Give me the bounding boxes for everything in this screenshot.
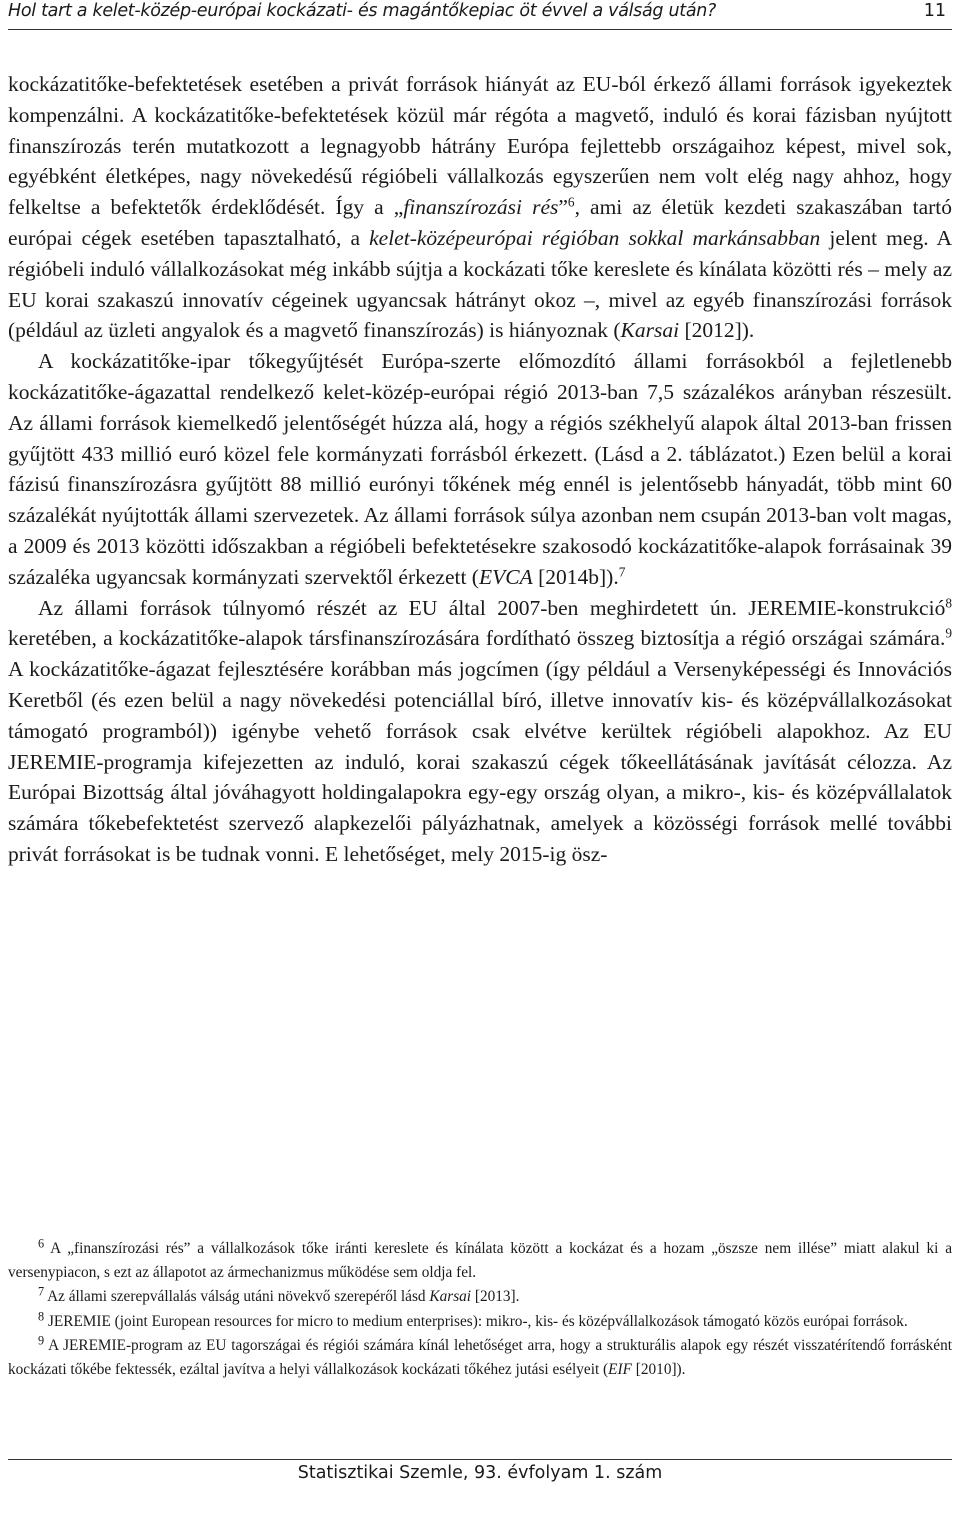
text-run: [2014b]). (532, 564, 619, 589)
footnote-7 (8, 1285, 952, 1309)
footnotes (8, 1237, 952, 1382)
running-header-title: Hol tart a kelet-közép-európai kockázati- és magántőkepiac öt évvel a válság után? (8, 1, 717, 21)
footnote-number: 8 (38, 1309, 45, 1324)
text-run: A kockázatitőke-ipar tőkegyűjtését Európa-szerte előmozdító állami forrásokból a fejletlenebb kockázatitőke-ágazattal rendelkező kelet-közép-európai régió 2013-ban 7,5 százalékos arányban részesült. Az állami források kiemelkedő jelentőségét húzza alá, hogy a régiós székhelyű alapok által 2013-ban frissen gyűjtött 433 millió euró közel fele kormányzati forrásból érkezett. (Lásd a 2. táblázatot.) Ezen belül a korai fázisú finanszírozásra gyűjtött 88 millió eurónyi tőkének még ennél is jelentősebb hányadát, több mint 60 százalékát nyújtották állami szervezetek. Az állami források súlya azonban nem csupán 2013-ban volt magas, a 2009 és 2013 közötti időszakban a régióbeli befektetésekre szakosodó kockázatitőke-alapok forrásainak 39 százaléka ugyancsak kormányzati szervektől érkezett ( (8, 349, 952, 589)
emphasis-text: kelet-középeurópai régióban sokkal markánsabban (369, 225, 821, 250)
emphasis-text: EVCA (478, 564, 533, 589)
emphasis-text: finanszírozási rés (403, 195, 559, 220)
emphasis-text: Karsai (429, 1288, 472, 1306)
text-run: JEREMIE (joint European resources for micro to medium enterprises): mikro-, kis- és középvállalkozások támogató közös európai források. (44, 1312, 908, 1330)
footnote-ref: 6 (567, 194, 575, 210)
footer-divider (8, 1459, 952, 1460)
footnote-8 (8, 1310, 952, 1334)
footnote-number: 7 (38, 1284, 45, 1299)
text-run: keretében, a kockázatitőke-alapok társfinanszírozására fordítható összeg biztosítja a régió országai számára. (8, 626, 946, 651)
text-run: jelent meg. A régióbeli induló vállalkozásokat még inkább sújtja a kockázati tőke kereslete és kínálata közötti rés – mely az EU korai szakaszú innovatív cégeinek ugyancsak hátrányt okoz –, mivel az egyéb finanszírozási források (például az üzleti angyalok és a magvető finanszírozás) is hiányoznak ( (8, 225, 952, 343)
text-run: [2013]. (471, 1288, 520, 1306)
emphasis-text: Karsai (620, 318, 680, 343)
footnote-number: 9 (38, 1333, 45, 1348)
text-run: [2010]). (631, 1361, 686, 1379)
text-run: ” (558, 195, 568, 220)
paragraph-3 (8, 593, 952, 870)
main-text (8, 69, 952, 870)
footnote-ref: 8 (945, 595, 952, 611)
text-run: Az állami források túlnyomó részét az EU által 2007-ben meghirdetett ún. JEREMIE-konstrukció (38, 595, 946, 620)
text-run: A „finanszírozási rés” a vállalkozások tőke iránti kereslete és kínálata között a kockázat és a hozam „öszsze nem illése” miatt alakul ki a versenypiacon, s ezt az állapotot az ármechanizmus működése sem oldja fel. (8, 1240, 952, 1282)
footnote-ref: 9 (945, 626, 952, 642)
paragraph-2 (8, 346, 952, 592)
paragraph-1 (8, 69, 952, 346)
page-number: 11 (923, 1, 946, 21)
journal-footer: Statisztikai Szemle, 93. évfolyam 1. szám (297, 1463, 663, 1483)
emphasis-text: EIF (608, 1361, 632, 1379)
footnote-9 (8, 1334, 952, 1382)
header-divider (8, 29, 952, 30)
text-run: kockázatitőke-befektetések esetében a privát források hiányát az EU-ból érkező állami források igyekeztek kompenzálni. A kockázatitőke-befektetések közül már régóta a magvető, induló és korai fázisban nyújtott finanszírozás terén mutatkozott a legnagyobb hátrány Európa fejlettebb országaihoz képest, mivel sok, egyébként életképes, nagy növekedésű régióbeli vállalkozás egyszerűen nem volt elég nagy ahhoz, hogy felkeltse a befektetők érdeklődését. Így a „ (8, 72, 952, 220)
footnote-6 (8, 1237, 952, 1285)
text-run: Az állami szerepvállalás válság utáni növekvő szerepéről lásd (44, 1288, 430, 1306)
footnote-number: 6 (38, 1236, 45, 1251)
text-run: [2012]). (679, 318, 755, 343)
running-header (0, 0, 960, 32)
text-run: A kockázatitőke-ágazat fejlesztésére korábban más jogcímen (így például a Versenyképességi és Innovációs Keretből (és ezen belül a nagy növekedési potenciállal bíró, illetve innovatív kis- és középvállalkozásokat támogató programból)) igénybe vehető források csak elvétve kerültek régióbeli alapokhoz. Az EU JEREMIE-programja kifejezetten az induló, korai szakaszú cégek tőkeellátásának javítását célozza. Az Európai Bizottság által jóváhagyott holdingalapokra egy-egy ország olyan, a mikro-, kis- és középvállalatok számára tőkebefektetést szervező alapkezelői pályázhatnak, amelyek a közösségi források mellé további privát forrásokat is be tudnak vonni. E lehetőséget, mely 2015-ig ösz- (8, 657, 952, 866)
footnote-ref: 7 (618, 564, 626, 580)
text-run: , ami az életük kezdeti szakaszában tartó európai cégek esetében tapasztalható, a (8, 195, 952, 250)
text-run: A JEREMIE-program az EU tagországai és régiói számára kínál lehetőséget arra, hogy a strukturális alapok egy részét visszatérítendő forrásként kockázati tőkébe fektessék, ezáltal javítva a helyi vállalkozások kockázati tőkéhez jutási esélyeit ( (8, 1336, 952, 1379)
